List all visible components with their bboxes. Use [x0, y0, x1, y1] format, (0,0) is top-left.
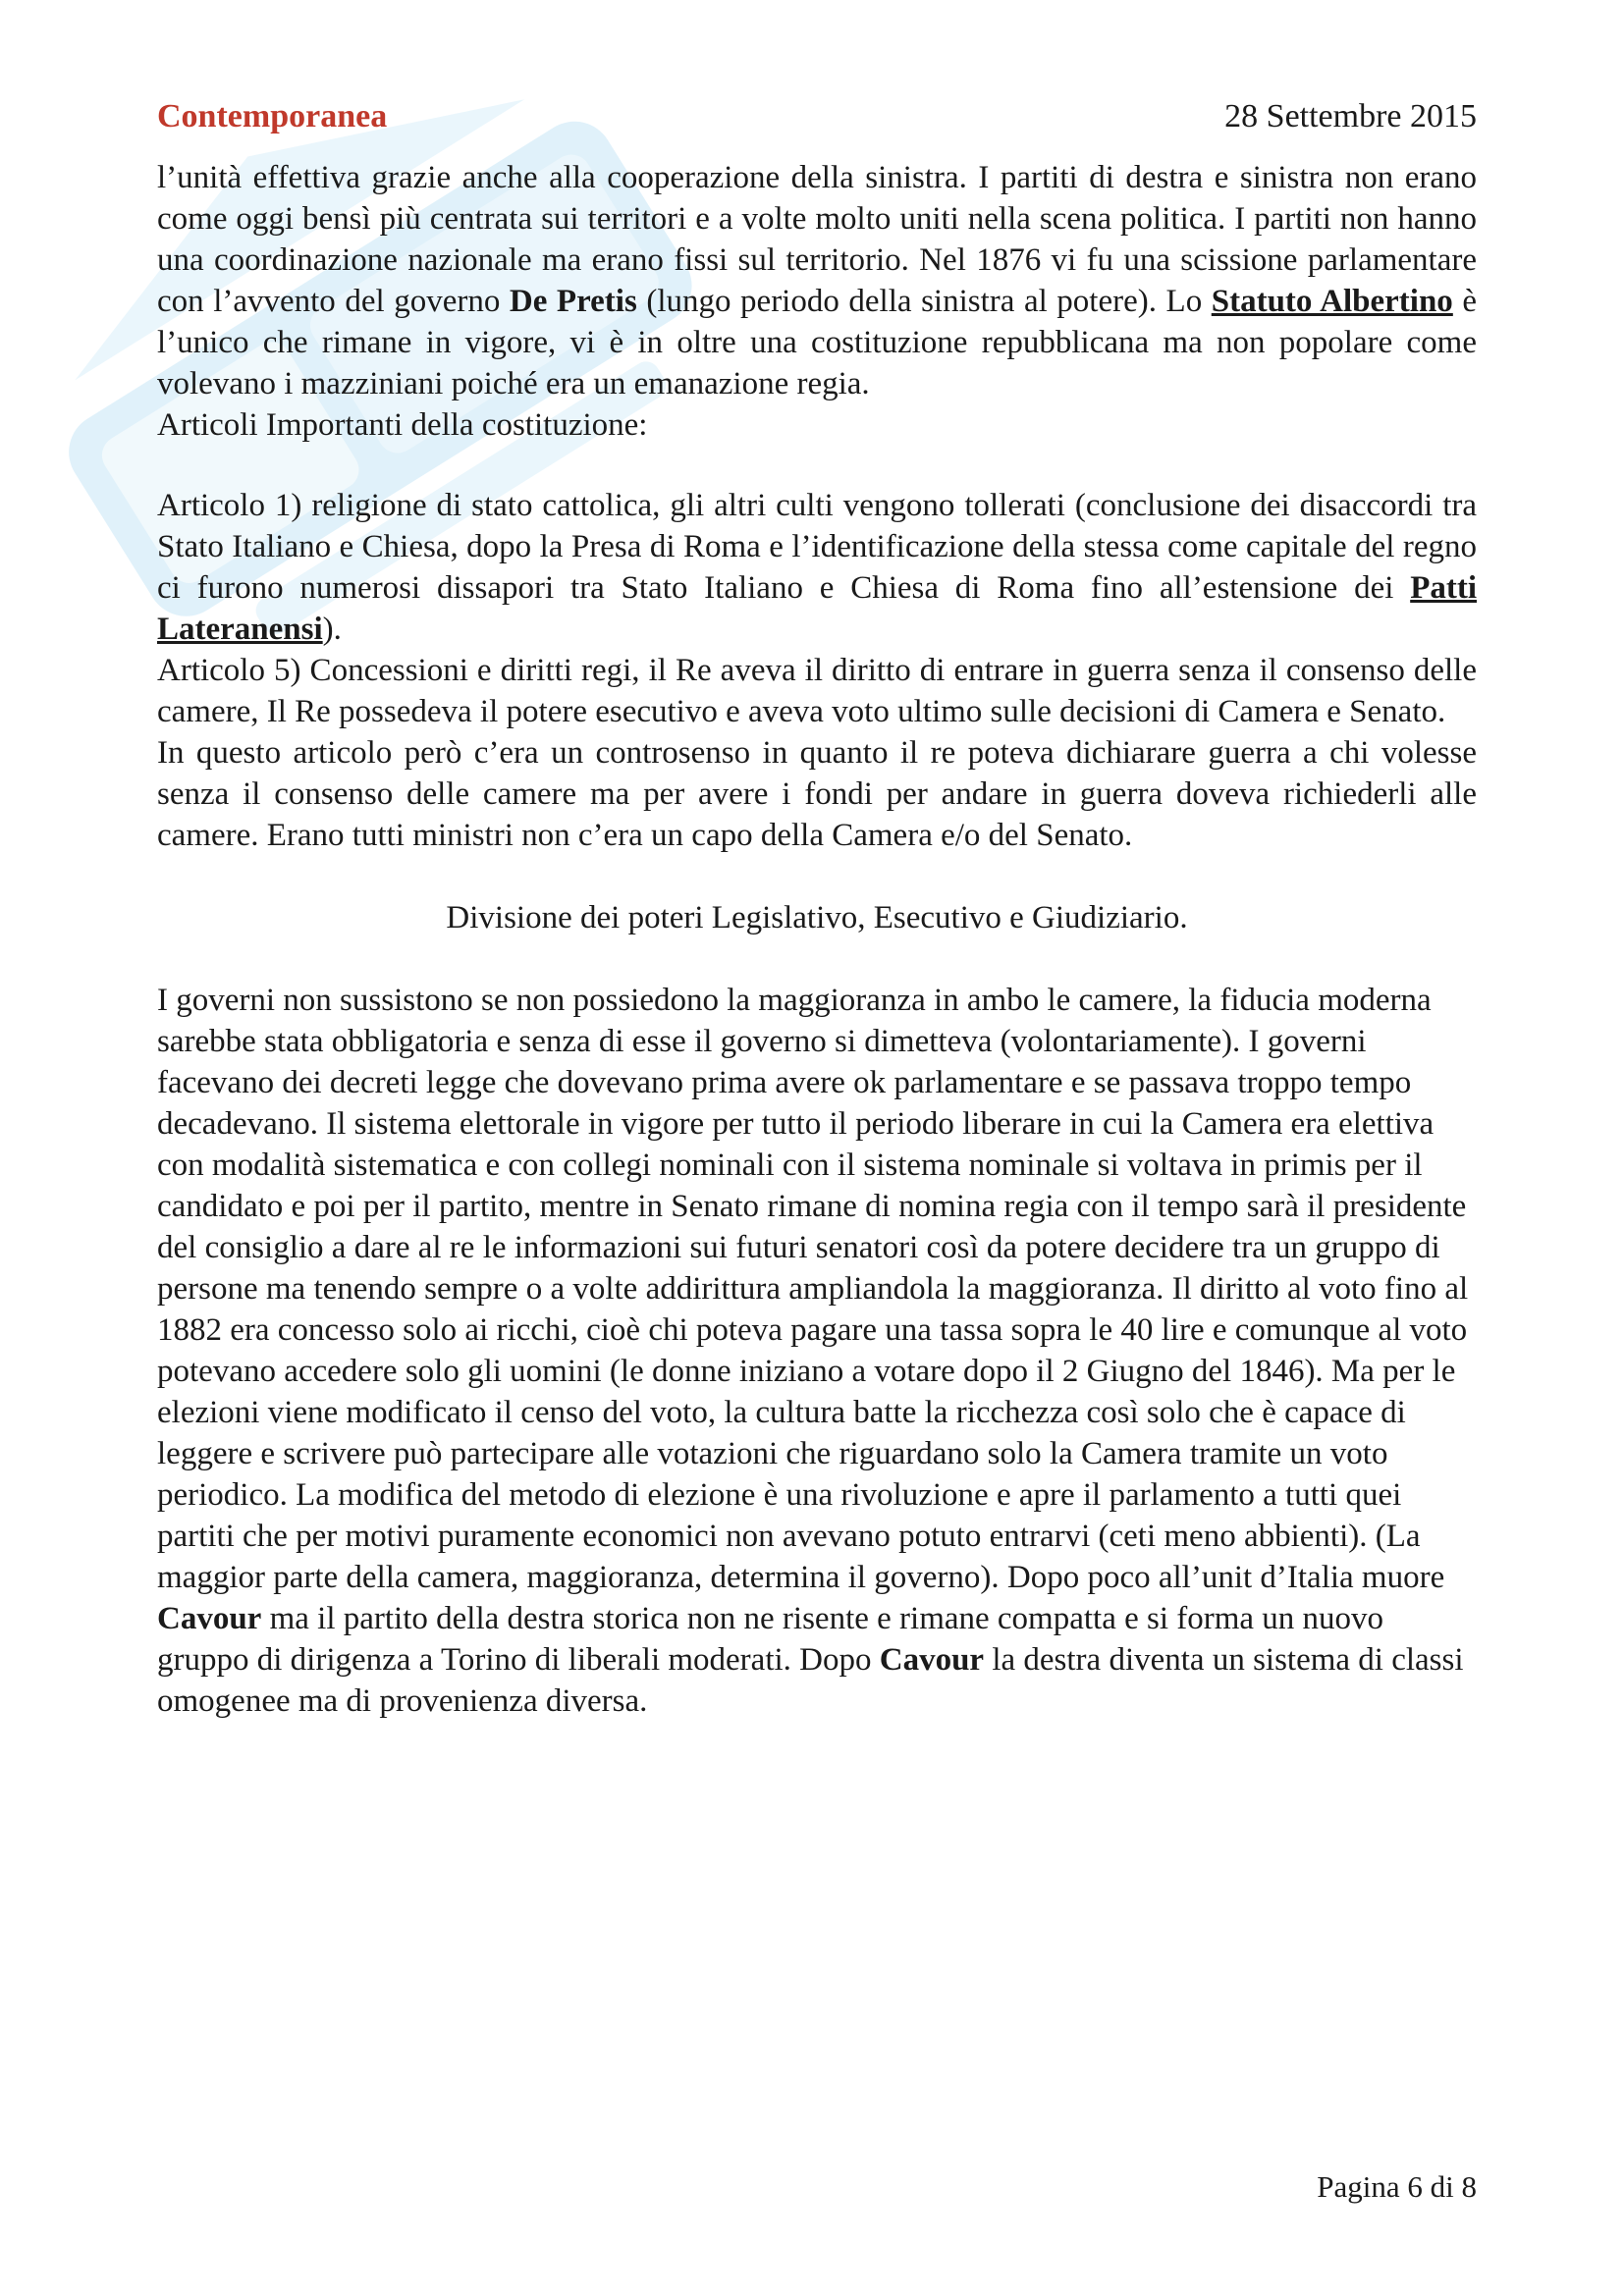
text-run: Articolo 1) religione di stato cattolica, gli altri culti vengono tollerati (conclusione dei disaccordi tra Stato Italiano e Chiesa, dopo la Presa di Roma e l’identificazione della stessa come capitale del regno ci furono numerosi dissapori tra Stato Italiano e Chiesa di Roma fino all’estensione dei [157, 488, 1477, 606]
bold-cavour: Cavour [157, 1601, 262, 1636]
text-run: ma il partito della destra storica non ne risente e rimane compatta e si forma un nuovo gruppo di dirigenza a Torino di liberali moderati. Dopo [157, 1601, 1384, 1678]
text-run: è l’unico che rimane in vigore, vi è in oltre una costituzione repubblicana ma non popolare come volevano i mazziniani poiché era un emanazione regia. [157, 284, 1478, 401]
section-title: Divisione dei poteri Legislativo, Esecutivo e Giudiziario. [446, 900, 1188, 935]
text-run: l’unità effettiva grazie anche alla cooperazione della sinistra. I partiti di destra e sinistra non erano come oggi bensì più centrata sui territori e a volte molto uniti nella scena politica. I partiti non hanno una coordinazione nazionale ma erano fissi sul territorio. Nel 1876 vi fu una scissione parlamentare con l’avvento del governo [157, 160, 1477, 319]
text-run: I governi non sussistono se non possiedono la maggioranza in ambo le camere, la fiducia moderna sarebbe stata obbligatoria e senza di esse il governo si dimetteva (volontariamente). I governi facevano dei decreti legge che dovevano prima avere ok parlamentare e se passava troppo tempo decadevano. Il sistema elettorale in vigore per tutto il periodo liberare in cui la Camera era elettiva con modalità sistematica e con collegi nominali con il sistema nominale si voltava in primis per il candidato e poi per il partito, mentre in Senato rimane di nomina regia con il tempo sarà il presidente del consiglio a dare al re le informazioni sui futuri senatori così da potere decidere tra un gruppo di persone ma tenendo sempre o a volte addirittura ampliandola la maggioranza. Il diritto al voto fino al 1882 era concesso solo ai ricchi, cioè chi poteva pagare una tassa sopra le 40 lire e comunque al voto potevano accedere solo gli uomini (le donne iniziano a votare dopo il 2 Giugno del 1846). Ma per le elezioni viene modificato il censo del voto, la cultura batte la ricchezza così solo che è capace di leggere e scrivere può partecipare alle votazioni che riguardano solo la Camera tramite un voto periodico. La modifica del metodo di elezione è una rivoluzione e apre il parlamento a tutti quei partiti che per motivi puramente economici non avevano potuto entrarvi (ceti meno abbienti). (La maggior parte della camera, maggioranza, determina il governo). Dopo poco all’unit d’Italia muore [157, 983, 1469, 1595]
header-date: 28 Settembre 2015 [1224, 98, 1477, 134]
paragraph-articolo-5: Articolo 5) Concessioni e diritti regi, il Re aveva il diritto di entrare in guerra senza il consenso delle camere, Il Re possedeva il potere esecutivo e aveva voto ultimo sulle decisioni di Camera e Senato. [157, 653, 1477, 729]
bold-underline-patti-lateranensi: Patti Lateranensi [157, 570, 1477, 647]
document-body [157, 157, 1477, 1722]
course-title: Contemporanea [157, 98, 388, 134]
paragraph-articolo-5-note: In questo articolo però c’era un controsenso in quanto il re poteva dichiarare guerra a chi volesse senza il consenso delle camere ma per avere i fondi per andare in guerra doveva richiederli alle camere. Erano tutti ministri non c’era un capo della Camera e/o del Senato. [157, 735, 1477, 853]
text-run: ). [322, 612, 342, 647]
paragraph-governi [157, 980, 1477, 1722]
bold-underline-statuto-albertino: Statuto Albertino [1211, 284, 1453, 319]
page-number: Pagina 6 di 8 [1317, 2169, 1477, 2204]
text-run: la destra diventa un sistema di classi omogenee ma di provenienza diversa. [157, 1642, 1464, 1719]
paragraph-intro [157, 157, 1477, 404]
bold-cavour: Cavour [879, 1642, 985, 1678]
page-header [157, 98, 1477, 141]
paragraph-articolo-1 [157, 485, 1477, 650]
bold-de-pretis: De Pretis [509, 284, 637, 319]
text-run: (lungo periodo della sinistra al potere). Lo [636, 284, 1212, 319]
articoli-heading: Articoli Importanti della costituzione: [157, 407, 648, 443]
